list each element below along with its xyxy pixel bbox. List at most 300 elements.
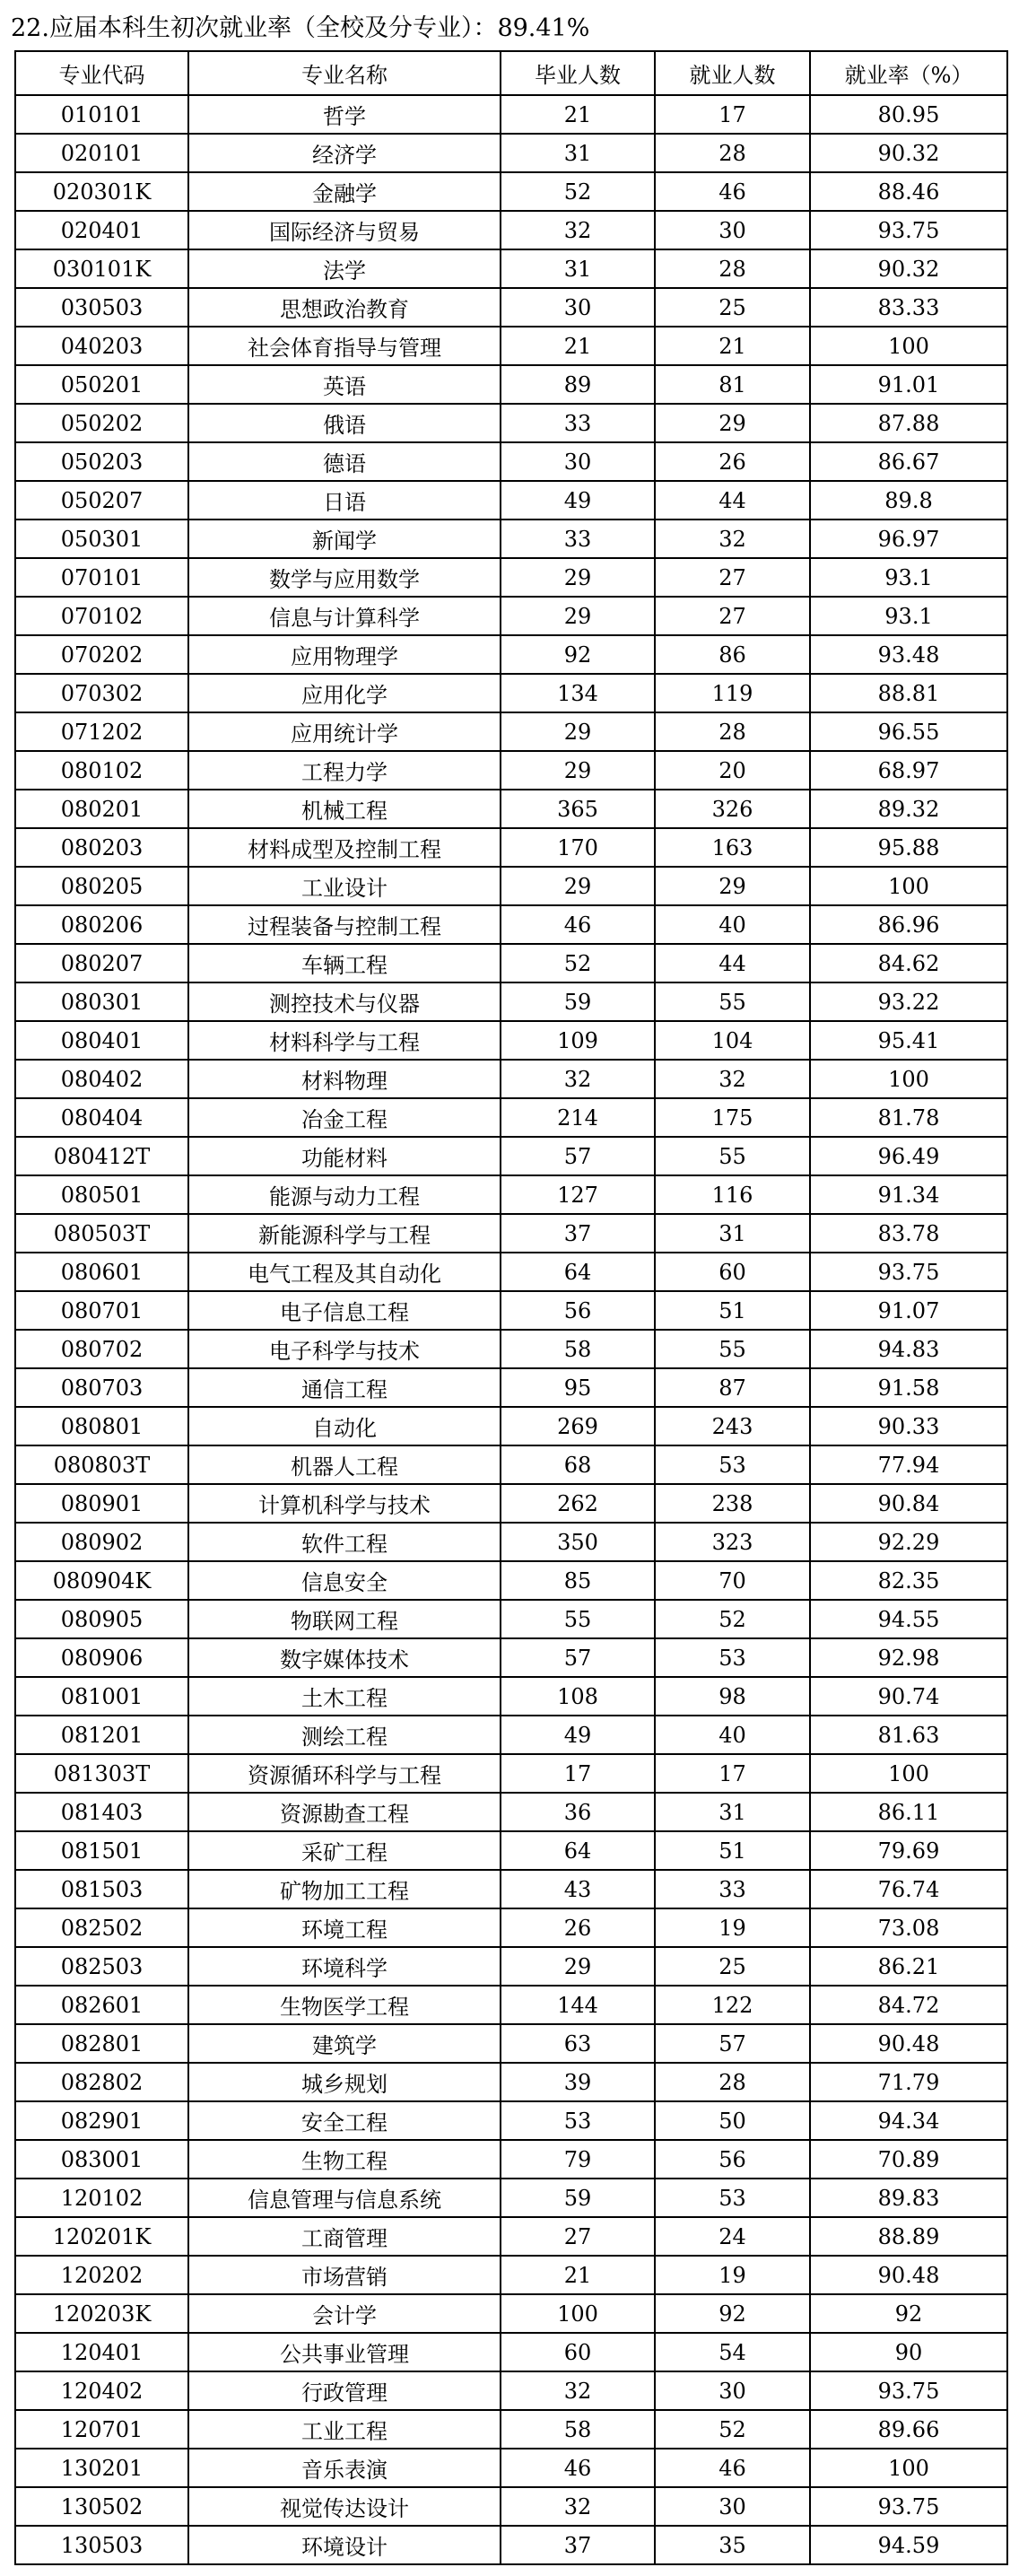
- major-name-cell: 电气工程及其自动化: [188, 1253, 501, 1291]
- major-name-cell: 俄语: [188, 404, 501, 442]
- major-name-cell: 应用物理学: [188, 635, 501, 674]
- employment-rate-cell: 90.32: [810, 134, 1007, 172]
- table-row: [15, 249, 1007, 288]
- employed-cell: 60: [655, 1253, 810, 1291]
- major-code-cell: 120701: [15, 2410, 188, 2449]
- table-row: [15, 1947, 1007, 1986]
- employed-cell: 122: [655, 1986, 810, 2024]
- employment-rate-cell: 91.58: [810, 1368, 1007, 1407]
- graduates-cell: 134: [501, 674, 655, 712]
- employment-rate-cell: 96.55: [810, 712, 1007, 751]
- graduates-cell: 36: [501, 1793, 655, 1831]
- employed-cell: 52: [655, 1600, 810, 1638]
- header-employment-rate: 就业率（%）: [810, 51, 1007, 95]
- table-row: [15, 1214, 1007, 1253]
- table-header-row: [15, 51, 1007, 95]
- employed-cell: 44: [655, 481, 810, 520]
- major-name-cell: 视觉传达设计: [188, 2487, 501, 2526]
- employed-cell: 323: [655, 1523, 810, 1561]
- employment-rate-cell: 84.72: [810, 1986, 1007, 2024]
- major-name-cell: 环境科学: [188, 1947, 501, 1986]
- graduates-cell: 30: [501, 288, 655, 327]
- employed-cell: 28: [655, 712, 810, 751]
- employed-cell: 116: [655, 1175, 810, 1214]
- employment-rate-cell: 93.75: [810, 211, 1007, 249]
- table-row: [15, 365, 1007, 404]
- employed-cell: 19: [655, 1908, 810, 1947]
- table-row: [15, 2179, 1007, 2217]
- major-name-cell: 物联网工程: [188, 1600, 501, 1638]
- employment-rate-cell: 93.1: [810, 597, 1007, 635]
- major-name-cell: 金融学: [188, 172, 501, 211]
- table-row: [15, 2140, 1007, 2179]
- graduates-cell: 29: [501, 867, 655, 905]
- table-row: [15, 1754, 1007, 1793]
- employment-rate-cell: 86.11: [810, 1793, 1007, 1831]
- graduates-cell: 52: [501, 172, 655, 211]
- graduates-cell: 46: [501, 2449, 655, 2487]
- major-code-cell: 082801: [15, 2024, 188, 2063]
- graduates-cell: 79: [501, 2140, 655, 2179]
- major-name-cell: 国际经济与贸易: [188, 211, 501, 249]
- employment-rate-cell: 100: [810, 867, 1007, 905]
- graduates-cell: 21: [501, 327, 655, 365]
- page-title: 22.应届本科生初次就业率（全校及分专业）：89.41%: [11, 13, 590, 42]
- table-row: [15, 1407, 1007, 1445]
- major-name-cell: 通信工程: [188, 1368, 501, 1407]
- employed-cell: 46: [655, 172, 810, 211]
- table-row: [15, 2024, 1007, 2063]
- table-row: [15, 172, 1007, 211]
- major-name-cell: 软件工程: [188, 1523, 501, 1561]
- major-name-cell: 工商管理: [188, 2217, 501, 2256]
- graduates-cell: 85: [501, 1561, 655, 1600]
- graduates-cell: 64: [501, 1253, 655, 1291]
- table-row: [15, 635, 1007, 674]
- graduates-cell: 58: [501, 1330, 655, 1368]
- employment-rate-cell: 90.74: [810, 1677, 1007, 1716]
- employment-rate-cell: 93.1: [810, 558, 1007, 597]
- employed-cell: 30: [655, 211, 810, 249]
- graduates-cell: 32: [501, 211, 655, 249]
- major-name-cell: 数字媒体技术: [188, 1638, 501, 1677]
- major-code-cell: 120203K: [15, 2294, 188, 2333]
- graduates-cell: 108: [501, 1677, 655, 1716]
- major-code-cell: 080301: [15, 982, 188, 1021]
- major-name-cell: 环境设计: [188, 2526, 501, 2564]
- major-code-cell: 070302: [15, 674, 188, 712]
- graduates-cell: 262: [501, 1484, 655, 1523]
- employment-rate-cell: 100: [810, 1060, 1007, 1098]
- graduates-cell: 144: [501, 1986, 655, 2024]
- major-name-cell: 日语: [188, 481, 501, 520]
- employment-rate-cell: 90.32: [810, 249, 1007, 288]
- graduates-cell: 365: [501, 790, 655, 828]
- graduates-cell: 29: [501, 597, 655, 635]
- major-code-cell: 120102: [15, 2179, 188, 2217]
- major-name-cell: 安全工程: [188, 2101, 501, 2140]
- table-row: [15, 134, 1007, 172]
- major-name-cell: 经济学: [188, 134, 501, 172]
- employment-rate-cell: 93.48: [810, 635, 1007, 674]
- graduates-cell: 21: [501, 95, 655, 134]
- major-code-cell: 080201: [15, 790, 188, 828]
- employment-rate-cell: 76.74: [810, 1870, 1007, 1908]
- employed-cell: 53: [655, 2179, 810, 2217]
- employed-cell: 25: [655, 288, 810, 327]
- employed-cell: 92: [655, 2294, 810, 2333]
- employed-cell: 243: [655, 1407, 810, 1445]
- graduates-cell: 46: [501, 905, 655, 944]
- major-code-cell: 080402: [15, 1060, 188, 1098]
- table-row: [15, 751, 1007, 790]
- major-name-cell: 电子信息工程: [188, 1291, 501, 1330]
- major-code-cell: 080205: [15, 867, 188, 905]
- table-row: [15, 790, 1007, 828]
- table-row: [15, 1638, 1007, 1677]
- employment-rate-cell: 93.22: [810, 982, 1007, 1021]
- employed-cell: 31: [655, 1793, 810, 1831]
- major-name-cell: 数学与应用数学: [188, 558, 501, 597]
- major-code-cell: 081403: [15, 1793, 188, 1831]
- employed-cell: 27: [655, 597, 810, 635]
- graduates-cell: 33: [501, 520, 655, 558]
- major-code-cell: 080702: [15, 1330, 188, 1368]
- graduates-cell: 214: [501, 1098, 655, 1137]
- graduates-cell: 49: [501, 1716, 655, 1754]
- employed-cell: 30: [655, 2371, 810, 2410]
- employed-cell: 55: [655, 1330, 810, 1368]
- major-name-cell: 建筑学: [188, 2024, 501, 2063]
- major-code-cell: 120401: [15, 2333, 188, 2371]
- major-name-cell: 过程装备与控制工程: [188, 905, 501, 944]
- employment-rate-cell: 100: [810, 1754, 1007, 1793]
- table-row: [15, 2487, 1007, 2526]
- employed-cell: 55: [655, 982, 810, 1021]
- employment-rate-cell: 80.95: [810, 95, 1007, 134]
- employment-rate-cell: 81.63: [810, 1716, 1007, 1754]
- major-code-cell: 030101K: [15, 249, 188, 288]
- employment-rate-cell: 100: [810, 2449, 1007, 2487]
- major-name-cell: 社会体育指导与管理: [188, 327, 501, 365]
- major-code-cell: 080906: [15, 1638, 188, 1677]
- table-row: [15, 1368, 1007, 1407]
- major-name-cell: 新能源科学与工程: [188, 1214, 501, 1253]
- major-code-cell: 130502: [15, 2487, 188, 2526]
- employed-cell: 29: [655, 867, 810, 905]
- employment-rate-cell: 90.48: [810, 2024, 1007, 2063]
- table-row: [15, 712, 1007, 751]
- graduates-cell: 109: [501, 1021, 655, 1060]
- major-code-cell: 080801: [15, 1407, 188, 1445]
- employment-rate-cell: 87.88: [810, 404, 1007, 442]
- major-code-cell: 040203: [15, 327, 188, 365]
- graduates-cell: 269: [501, 1407, 655, 1445]
- table-row: [15, 1870, 1007, 1908]
- table-row: [15, 2217, 1007, 2256]
- employed-cell: 24: [655, 2217, 810, 2256]
- major-code-cell: 071202: [15, 712, 188, 751]
- employment-rate-cell: 92: [810, 2294, 1007, 2333]
- major-name-cell: 环境工程: [188, 1908, 501, 1947]
- graduates-cell: 31: [501, 134, 655, 172]
- employment-rate-cell: 91.34: [810, 1175, 1007, 1214]
- major-code-cell: 080703: [15, 1368, 188, 1407]
- graduates-cell: 60: [501, 2333, 655, 2371]
- employed-cell: 53: [655, 1638, 810, 1677]
- graduates-cell: 100: [501, 2294, 655, 2333]
- table-row: [15, 1523, 1007, 1561]
- major-name-cell: 资源勘查工程: [188, 1793, 501, 1831]
- employed-cell: 163: [655, 828, 810, 867]
- graduates-cell: 32: [501, 2487, 655, 2526]
- major-code-cell: 130503: [15, 2526, 188, 2564]
- table-row: [15, 1330, 1007, 1368]
- major-code-cell: 080902: [15, 1523, 188, 1561]
- table-row: [15, 1060, 1007, 1098]
- table-row: [15, 520, 1007, 558]
- major-code-cell: 080803T: [15, 1445, 188, 1484]
- table-row: [15, 1908, 1007, 1947]
- table-row: [15, 1484, 1007, 1523]
- table-row: [15, 867, 1007, 905]
- major-code-cell: 120402: [15, 2371, 188, 2410]
- employment-rate-cell: 100: [810, 327, 1007, 365]
- major-code-cell: 082901: [15, 2101, 188, 2140]
- header-major-code: 专业代码: [15, 51, 188, 95]
- major-name-cell: 生物工程: [188, 2140, 501, 2179]
- major-code-cell: 080412T: [15, 1137, 188, 1175]
- table-row: [15, 1793, 1007, 1831]
- graduates-cell: 64: [501, 1831, 655, 1870]
- employed-cell: 27: [655, 558, 810, 597]
- major-name-cell: 材料成型及控制工程: [188, 828, 501, 867]
- employed-cell: 17: [655, 95, 810, 134]
- employed-cell: 238: [655, 1484, 810, 1523]
- employment-rate-cell: 95.41: [810, 1021, 1007, 1060]
- employment-rate-cell: 93.75: [810, 2371, 1007, 2410]
- major-code-cell: 080207: [15, 944, 188, 982]
- major-code-cell: 082502: [15, 1908, 188, 1947]
- major-name-cell: 采矿工程: [188, 1831, 501, 1870]
- graduates-cell: 30: [501, 442, 655, 481]
- employed-cell: 40: [655, 1716, 810, 1754]
- major-code-cell: 070102: [15, 597, 188, 635]
- table-row: [15, 1561, 1007, 1600]
- major-name-cell: 新闻学: [188, 520, 501, 558]
- graduates-cell: 63: [501, 2024, 655, 2063]
- major-name-cell: 资源循环科学与工程: [188, 1754, 501, 1793]
- employment-rate-cell: 88.46: [810, 172, 1007, 211]
- major-code-cell: 130201: [15, 2449, 188, 2487]
- employed-cell: 21: [655, 327, 810, 365]
- table-row: [15, 211, 1007, 249]
- table-row: [15, 1677, 1007, 1716]
- table-row: [15, 982, 1007, 1021]
- major-code-cell: 081501: [15, 1831, 188, 1870]
- table-row: [15, 2333, 1007, 2371]
- employment-rate-cell: 84.62: [810, 944, 1007, 982]
- table-row: [15, 1831, 1007, 1870]
- graduates-cell: 32: [501, 1060, 655, 1098]
- employed-cell: 98: [655, 1677, 810, 1716]
- employed-cell: 20: [655, 751, 810, 790]
- employment-rate-cell: 94.59: [810, 2526, 1007, 2564]
- graduates-cell: 59: [501, 982, 655, 1021]
- major-code-cell: 081201: [15, 1716, 188, 1754]
- employed-cell: 326: [655, 790, 810, 828]
- graduates-cell: 350: [501, 1523, 655, 1561]
- employed-cell: 175: [655, 1098, 810, 1137]
- table-row: [15, 2063, 1007, 2101]
- table-row: [15, 2101, 1007, 2140]
- graduates-cell: 17: [501, 1754, 655, 1793]
- graduates-cell: 32: [501, 2371, 655, 2410]
- employment-rate-cell: 77.94: [810, 1445, 1007, 1484]
- graduates-cell: 58: [501, 2410, 655, 2449]
- major-name-cell: 德语: [188, 442, 501, 481]
- employed-cell: 17: [655, 1754, 810, 1793]
- employed-cell: 51: [655, 1831, 810, 1870]
- employed-cell: 87: [655, 1368, 810, 1407]
- graduates-cell: 33: [501, 404, 655, 442]
- employment-rate-cell: 93.75: [810, 2487, 1007, 2526]
- major-name-cell: 生物医学工程: [188, 1986, 501, 2024]
- employment-rate-cell: 90.33: [810, 1407, 1007, 1445]
- table-row: [15, 674, 1007, 712]
- major-name-cell: 冶金工程: [188, 1098, 501, 1137]
- graduates-cell: 29: [501, 751, 655, 790]
- major-name-cell: 行政管理: [188, 2371, 501, 2410]
- graduates-cell: 29: [501, 558, 655, 597]
- employed-cell: 35: [655, 2526, 810, 2564]
- graduates-cell: 43: [501, 1870, 655, 1908]
- employment-rate-table: [14, 50, 1008, 2565]
- graduates-cell: 27: [501, 2217, 655, 2256]
- table-row: [15, 1986, 1007, 2024]
- header-graduates: 毕业人数: [501, 51, 655, 95]
- major-code-cell: 080203: [15, 828, 188, 867]
- major-code-cell: 082802: [15, 2063, 188, 2101]
- table-row: [15, 404, 1007, 442]
- major-name-cell: 自动化: [188, 1407, 501, 1445]
- major-code-cell: 080601: [15, 1253, 188, 1291]
- graduates-cell: 57: [501, 1638, 655, 1677]
- employment-rate-cell: 96.49: [810, 1137, 1007, 1175]
- major-name-cell: 城乡规划: [188, 2063, 501, 2101]
- major-code-cell: 080905: [15, 1600, 188, 1638]
- employed-cell: 32: [655, 1060, 810, 1098]
- major-code-cell: 080503T: [15, 1214, 188, 1253]
- header-major-name: 专业名称: [188, 51, 501, 95]
- major-name-cell: 信息管理与信息系统: [188, 2179, 501, 2217]
- table-row: [15, 1137, 1007, 1175]
- graduates-cell: 59: [501, 2179, 655, 2217]
- major-name-cell: 应用统计学: [188, 712, 501, 751]
- table-row: [15, 288, 1007, 327]
- graduates-cell: 31: [501, 249, 655, 288]
- graduates-cell: 68: [501, 1445, 655, 1484]
- employment-rate-cell: 89.66: [810, 2410, 1007, 2449]
- employment-rate-cell: 86.67: [810, 442, 1007, 481]
- header-employed: 就业人数: [655, 51, 810, 95]
- major-name-cell: 测控技术与仪器: [188, 982, 501, 1021]
- major-name-cell: 电子科学与技术: [188, 1330, 501, 1368]
- employed-cell: 81: [655, 365, 810, 404]
- graduates-cell: 95: [501, 1368, 655, 1407]
- table-row: [15, 1291, 1007, 1330]
- graduates-cell: 21: [501, 2256, 655, 2294]
- employment-rate-cell: 94.34: [810, 2101, 1007, 2140]
- employment-rate-cell: 86.96: [810, 905, 1007, 944]
- employed-cell: 25: [655, 1947, 810, 1986]
- table-row: [15, 2526, 1007, 2564]
- major-code-cell: 080701: [15, 1291, 188, 1330]
- employed-cell: 51: [655, 1291, 810, 1330]
- employment-rate-cell: 86.21: [810, 1947, 1007, 1986]
- major-name-cell: 哲学: [188, 95, 501, 134]
- major-name-cell: 思想政治教育: [188, 288, 501, 327]
- employment-rate-cell: 68.97: [810, 751, 1007, 790]
- table-row: [15, 1445, 1007, 1484]
- employed-cell: 30: [655, 2487, 810, 2526]
- employed-cell: 55: [655, 1137, 810, 1175]
- employed-cell: 104: [655, 1021, 810, 1060]
- table-row: [15, 1175, 1007, 1214]
- graduates-cell: 52: [501, 944, 655, 982]
- table-row: [15, 2371, 1007, 2410]
- employment-rate-cell: 71.79: [810, 2063, 1007, 2101]
- major-name-cell: 工业工程: [188, 2410, 501, 2449]
- major-name-cell: 车辆工程: [188, 944, 501, 982]
- employed-cell: 53: [655, 1445, 810, 1484]
- employed-cell: 28: [655, 134, 810, 172]
- employed-cell: 52: [655, 2410, 810, 2449]
- major-code-cell: 080404: [15, 1098, 188, 1137]
- employment-rate-cell: 88.89: [810, 2217, 1007, 2256]
- graduates-cell: 55: [501, 1600, 655, 1638]
- employment-rate-cell: 89.8: [810, 481, 1007, 520]
- table-row: [15, 1021, 1007, 1060]
- major-name-cell: 信息与计算科学: [188, 597, 501, 635]
- employed-cell: 28: [655, 249, 810, 288]
- major-code-cell: 070101: [15, 558, 188, 597]
- table-row: [15, 597, 1007, 635]
- employed-cell: 28: [655, 2063, 810, 2101]
- major-name-cell: 应用化学: [188, 674, 501, 712]
- table-row: [15, 905, 1007, 944]
- major-name-cell: 法学: [188, 249, 501, 288]
- major-name-cell: 英语: [188, 365, 501, 404]
- employed-cell: 44: [655, 944, 810, 982]
- major-code-cell: 082503: [15, 1947, 188, 1986]
- employed-cell: 56: [655, 2140, 810, 2179]
- major-name-cell: 机械工程: [188, 790, 501, 828]
- major-code-cell: 083001: [15, 2140, 188, 2179]
- table-row: [15, 327, 1007, 365]
- major-name-cell: 公共事业管理: [188, 2333, 501, 2371]
- employed-cell: 31: [655, 1214, 810, 1253]
- table-row: [15, 828, 1007, 867]
- employed-cell: 57: [655, 2024, 810, 2063]
- employment-rate-cell: 82.35: [810, 1561, 1007, 1600]
- major-name-cell: 能源与动力工程: [188, 1175, 501, 1214]
- employment-rate-cell: 83.33: [810, 288, 1007, 327]
- employment-rate-cell: 90.84: [810, 1484, 1007, 1523]
- employment-rate-cell: 95.88: [810, 828, 1007, 867]
- major-name-cell: 材料科学与工程: [188, 1021, 501, 1060]
- table-row: [15, 2294, 1007, 2333]
